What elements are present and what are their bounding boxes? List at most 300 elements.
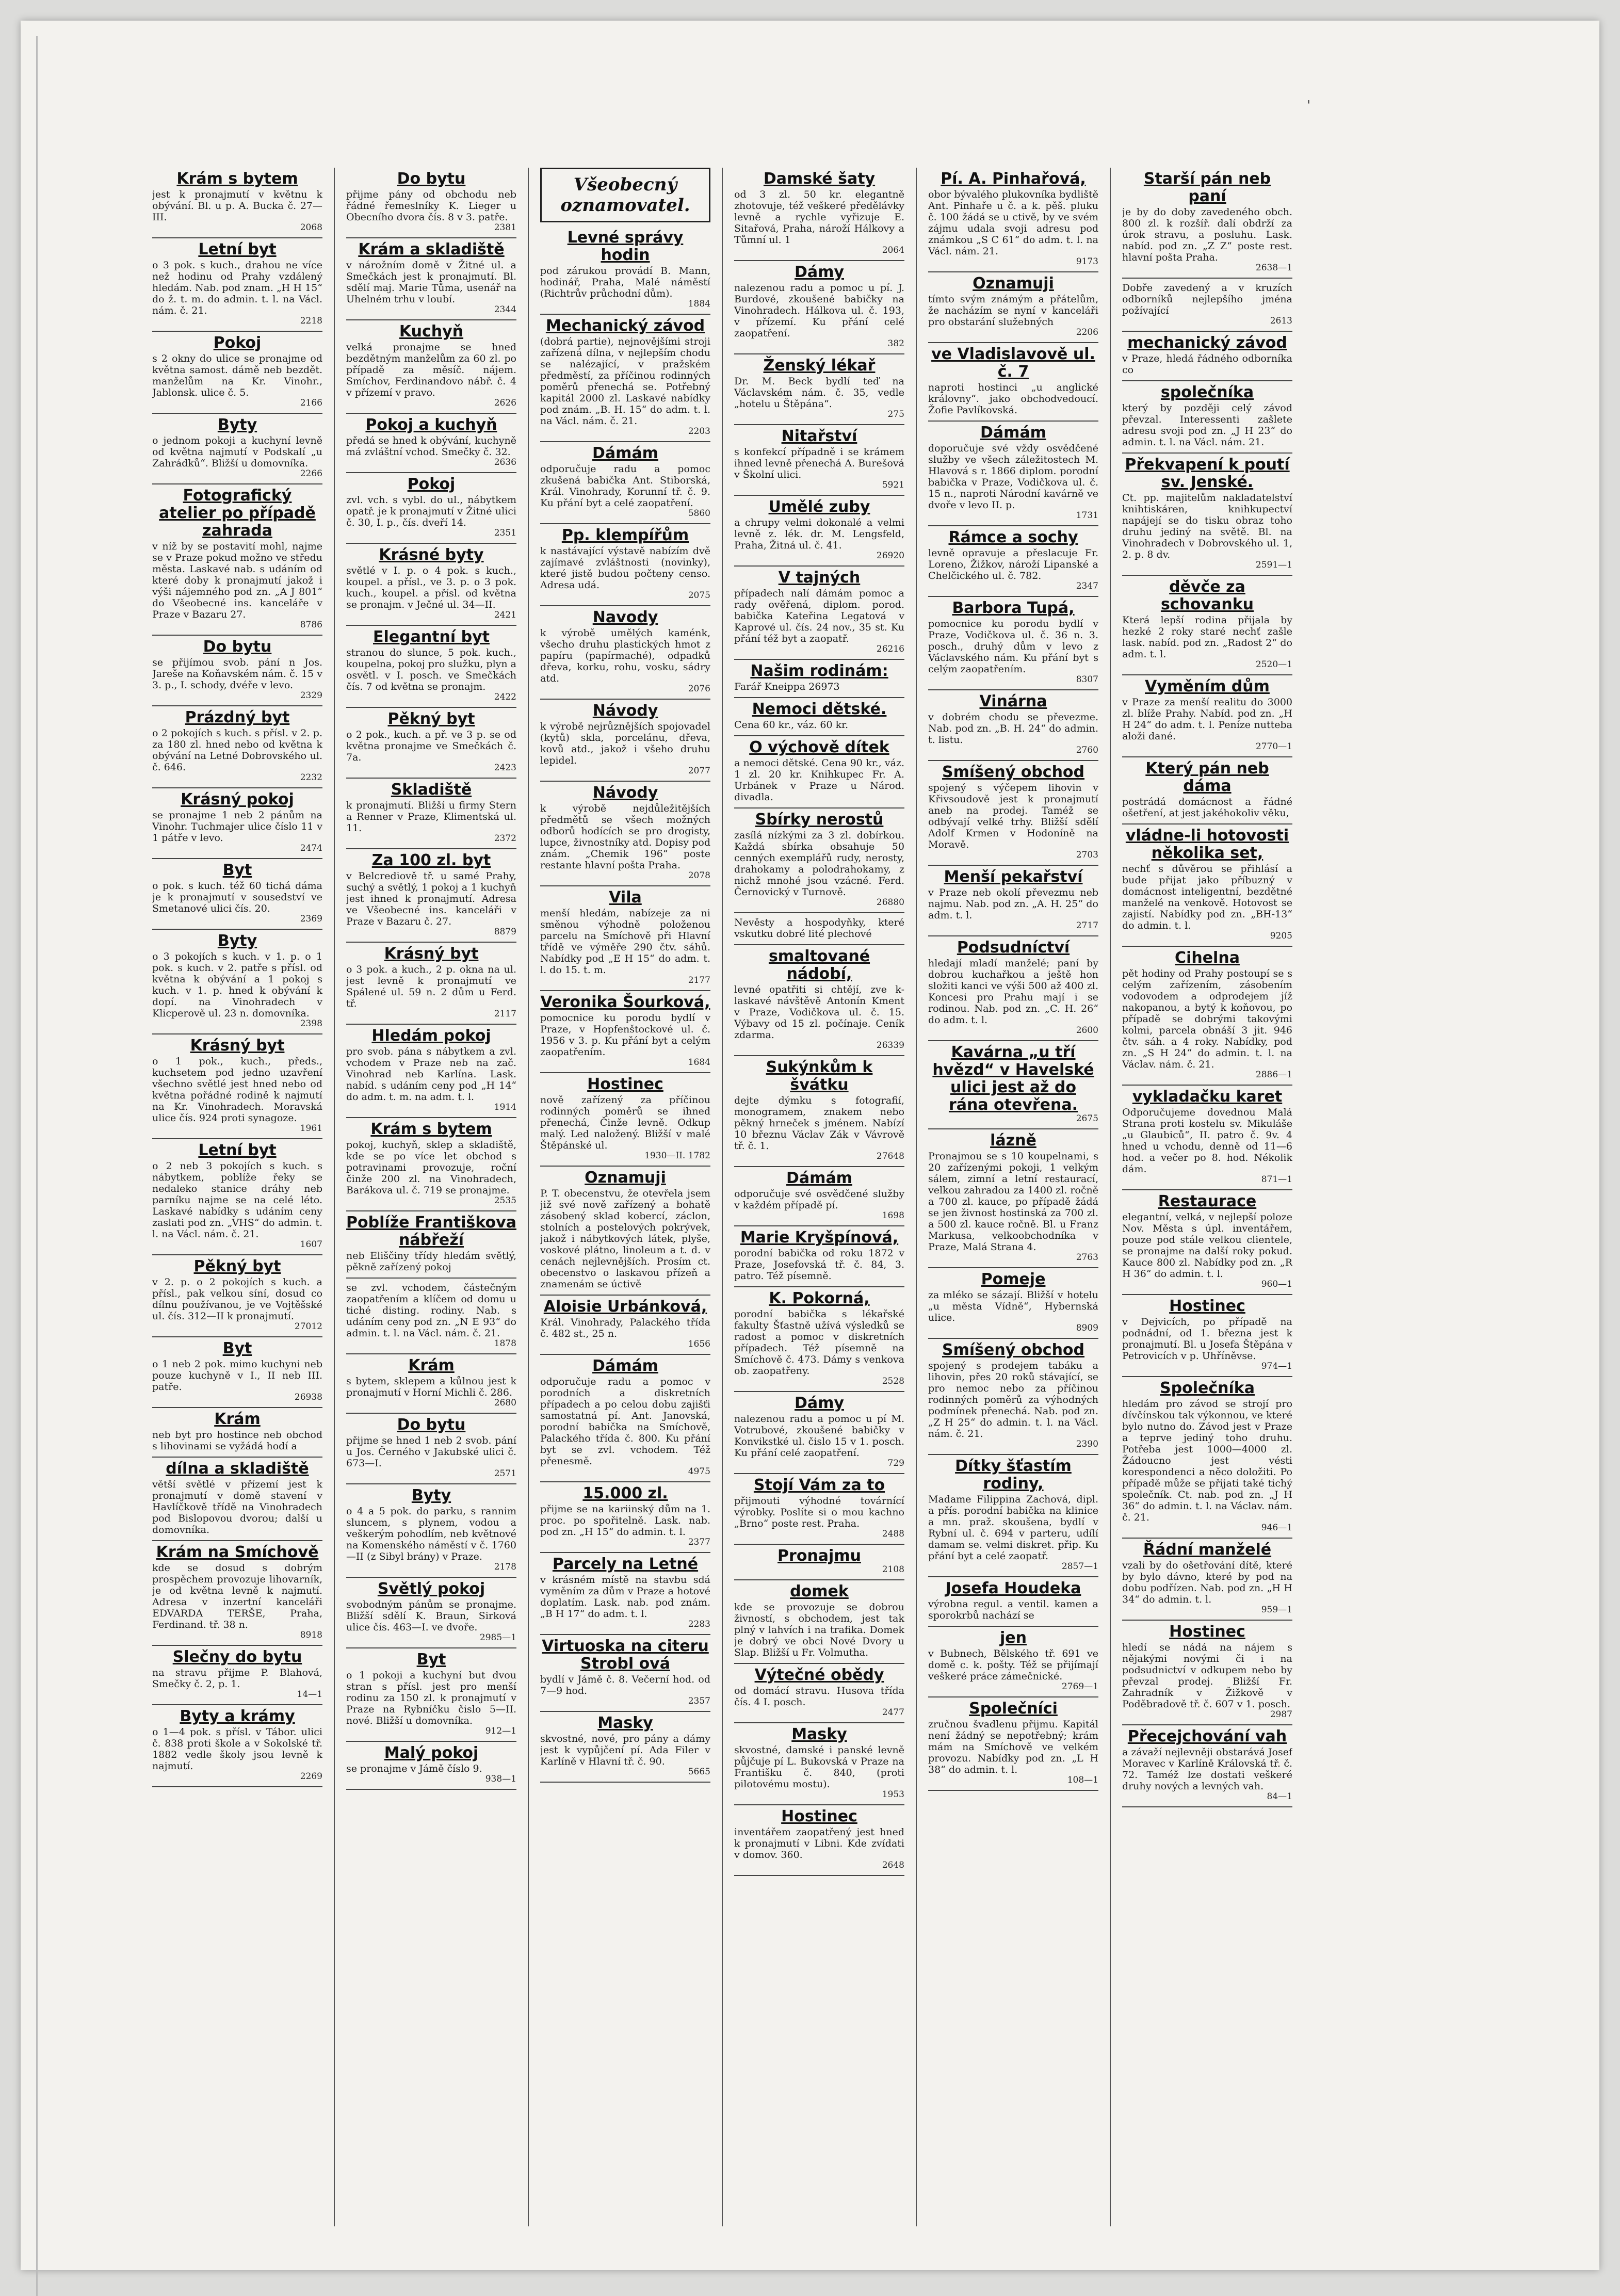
ad-heading: Restaurace [1158,1192,1257,1210]
ad-text: velká pronajme se hned bezdětným manželům za 60 zl. po případě za měsíč. nájem. Smíchov, Ferdinandovo nábř. č. 4 v přízemí v pravo. [346,342,516,398]
ad-number: 2769—1 [1061,1681,1098,1692]
classified-ad [346,238,516,320]
ad-text: levné opatřiti si chtějí, zve k-laskavé návštěvě Antonín Kment v Praze, Vodičkova ul. č. 15. Výbavy od 15 zl. počínaje. Ceník zdarma. [734,984,904,1041]
classified-ad [346,1742,516,1790]
ad-heading: Překvapení k poutí sv. Jenské. [1125,456,1290,491]
ad-text: přijme se na kariinský dům na 1. proc. po spořitelně. Lask. nab. pod zn. „H 15“ do admin. t. l. [540,1503,710,1538]
ad-heading: Našim rodinám: [750,662,888,680]
classified-ad [346,1354,516,1414]
ad-text: světlé v I. p. o 4 pok. s kuch., koupel. a přísl., ve 3. p. o 3 pok. kuch., koupel. a přísl. od května se pronajm. v Ječné ul. 34—II. [346,565,516,610]
classified-ad [1122,1725,1292,1807]
ad-heading: V tajných [778,569,861,587]
classified-ad [928,526,1098,597]
column-rule [528,168,529,2226]
ad-text: se pronajme 1 neb 2 pánům na Vinohr. Tuchmajer ulice číslo 11 v 1 pátře v levo. [152,810,322,844]
ad-number: 2377 [688,1537,710,1547]
classified-ad [152,484,322,636]
ad-text: o 3 pok. s kuch., drahou ne více než hodinu od Prahy vzdálený hledám. Nab. pod znam. „H H 15“ do ž. t. m. do admin. t. l. na Václ. nám. č. 21. [152,260,322,316]
ad-number: 2987 [1270,1709,1292,1720]
ad-heading: Byt [222,1339,252,1357]
ad-text: s konfekcí případně i se krámem ihned levně přenechá A. Burešová v Školní ulici. [734,446,904,480]
ad-heading: Oznamuji [585,1169,666,1187]
ad-text: postrádá domácnost a řádné ošetření, at jest jakéhokoliv věku, [1122,796,1292,819]
classified-ad [346,626,516,708]
classified-ad [540,1296,710,1355]
ad-heading: Návody [592,702,658,720]
ad-number: 2381 [494,222,516,233]
ad-number: 26938 [294,1392,322,1402]
classified-ad [152,332,322,414]
ad-heading: Pronajmu [777,1547,861,1565]
ad-text: dejte dýmku s fotografií, monogramem, znakem nebo pěkný hrneček s jménem. Nabízí 10 březnu Václav Zák v Vávrově tř. č. 1. [734,1095,904,1152]
classified-ad [152,706,322,788]
ad-text: případech nalí dámám pomoc a rady ověřená, diplom. porod. babička Kateřina Legatová v Kaprové ul. čís. 24 nov., 35 st. Ku přání též byt a zaopatř. [734,588,904,644]
ad-heading: Krásné byty [379,546,484,564]
classified-ad [928,761,1098,866]
classified-ad [346,1279,516,1354]
column [1122,168,1292,2226]
ad-number: 2648 [882,1860,904,1870]
ad-text: v nárožním domě v Žitné ul. a Smečkách jest k pronajmutí. Bl. sdělí maj. Marie Tůma, usenář na Uhelném trhu v loubí. [346,260,516,305]
ad-text: Dobře zavedený a v kruzích odborníků nejlepšího jména požívající [1122,282,1292,316]
ad-text: doporučuje své vždy osvědčené služby ve všech záležitostech M. Hlavová s r. 1866 diplom. porodní babička v Praze, Vodičkova ul. č. 15 n., naproti Národní kavárně ve dvoře v levo II. p. [928,443,1098,511]
ad-heading: Přecejchování vah [1127,1727,1287,1745]
column-rule [334,168,335,2226]
ad-heading: Elegantní byt [373,628,490,646]
ad-number: 2626 [494,398,516,408]
ad-heading: Parcely na Letné [552,1555,699,1573]
ad-number: 8879 [494,927,516,937]
ad-text: Pronajmou se s 10 koupelnami, s 20 zařízenými pokoji, 1 velkým sálem, zimní a letní restaurací, velkou zahradou za 1400 zl. ročně a 700 zl. kauce, po případě žádá se jen živnost hostinská za 700 zl. a 500 zl. kauce ročně. Bl. u Franz Markusa, velkoobchodníka v Praze, Malá Strana 4. [928,1151,1098,1253]
ad-text: Odporučujeme dovednou Malá Strana proti kostelu sv. Mikuláše „u Glaubiců“, II. patro č. 9v. 4 hned u vchodu, denně od 11—6 hod. a večer po 8. hod. Nékolik dám. [1122,1107,1292,1175]
ad-heading: Nitařství [781,427,857,445]
classified-ad [152,1337,322,1408]
ad-text: a závaží nejlevněji obstarává Josef Moravec v Karlíně Královská tř. č. 72. Taméž lze dostati veškeré druhy nových a levných vah. [1122,1747,1292,1792]
classified-ad [928,690,1098,761]
ad-heading: Stojí Vám za to [753,1476,885,1494]
ad-text: Ct. pp. majitelům nakladatelství knihtiskáren, knihkupectví napájejí se do tisku obraz toho druhu jediný na světě. Bl. na Vinohradech v Dobrovského ul. 1, 2. p. 8 dv. [1122,492,1292,560]
ad-heading: Aloisie Urbánková, [543,1298,707,1316]
ad-text: v Belcrediově tř. u samé Prahy, suchý a světlý, 1 pokoj a 1 kuchyň jest ihned k pronajmutí. Adresa ve Všeobecné ins. kanceláři v Praze v Bazaru č. 27. [346,870,516,927]
column-rule [916,168,917,2226]
ad-heading: Veronika Šourková, [540,993,710,1011]
ad-heading: Dámám [980,424,1046,442]
ad-heading: Byty [217,932,257,950]
ad-text: se pronajme v Jámě číslo 9. [346,1763,482,1774]
ad-heading: Který pán neb dáma [1145,759,1269,795]
ad-number: 2117 [494,1009,516,1019]
classified-ad [152,788,322,859]
ad-heading: Navody [592,608,658,626]
classified-ad [1122,381,1292,454]
ad-text: a chrupy velmi dokonalé a velmi levně z. lék. dr. M. Lengsfeld, Praha, Žitná ul. č. 41. [734,517,904,551]
ad-heading: Barbora Tupá, [952,599,1075,617]
classified-ad [1122,675,1292,757]
ad-number: 2474 [300,843,322,853]
ad-heading: Hledám pokoj [371,1027,491,1045]
ad-text: Madame Filippina Zachová, dipl. a přís. porodní babička na klinice a mn. praž. skoušena, bydlí v Rybní ul. č. 694 v parteru, udílí damam se. velmi diskret. přip. Ku přání byt a celé zaopatř. [928,1494,1098,1562]
classified-ad [734,1545,904,1580]
ad-text: inventářem zaopatřený jest hned k pronajmutí v Libni. Kde zvídati v domov. 360. [734,1826,904,1861]
classified-ad [346,544,516,626]
ad-number: 2886—1 [1255,1070,1292,1080]
ad-text: hledám pro závod se strojí pro dívčínskou tak výkonnou, ve které bylo nutno do. Závod jest v Praze a teprve jediný toho druhu. Potřeba jest 1000—4000 zl. Žádoucno jest vésti korespondenci a něco doložiti. Po případě může se přijati také tichý společník. Ct. nab. pod zn. „J H 36“ do admin. t. l. na Václav. nám. č. 21. [1122,1398,1292,1523]
ad-heading: Slečny do bytu [172,1648,302,1666]
ad-number: 26920 [876,551,904,561]
ad-number: 2329 [300,690,322,701]
ad-number: 1656 [688,1339,710,1349]
ad-text: (dobrá partie), nejnovějšími stroji zařízená dílna, v nejlepším chodu se nalézající, v pražském předměstí, za příčinou rodinných poměrů přenechá se. Potřebný kapitál 2000 zl. Laskavé nabídky pod znám. „B. H. 15“ do adm. t. l. na Václ. nám. č. 21. [540,336,710,427]
ad-text: o 1 neb 2 pok. mimo kuchyni neb pouze kuchyně v I., II neb III. patře. [152,1359,322,1393]
ad-text: kde se provozuje se dobrou živností, s obchodem, jest tak plný v lahvích i na trafika. Domek je dobrý ve obci Nové Dvory u Slap. Bližší u Fr. Volmutha. [734,1602,904,1658]
ad-text: k pronajmutí. Bližší u firmy Stern a Renner v Praze, Klimentská ul. 11. [346,800,516,834]
ad-heading: Pomeje [981,1270,1046,1288]
ad-heading: vládne-li hotovosti několika set, [1125,827,1289,862]
ad-text: o 1 pok., kuch., předs., kuchsetem pod jedno uzavření všechno světlé jest hned nebo od května pořádné rodině k najmutí na Kr. Vinohradech. Moravská ulice čís. 924 proti synagoze. [152,1056,322,1124]
ad-heading: Řádní manželé [1143,1541,1272,1559]
ad-number: 1878 [494,1338,516,1349]
classified-ad [540,991,710,1073]
classified-ad [734,1287,904,1392]
ad-number: 2218 [300,316,322,326]
ad-heading: Hostinec [1169,1297,1245,1315]
ad-heading: dílna a skladiště [166,1460,309,1478]
ad-text: obor bývalého plukovníka bydliště Ant. Pinhaře u č. a k. pěš. pluku č. 100 žádá se u ctivě, by ve svém zájmu udala svoji adresu pod známkou „S C 61“ do adm. t. l. na Václ. nám. 21. [928,189,1098,257]
classified-ad [540,606,710,700]
ad-heading: Vinárna [979,692,1047,710]
classified-ad [928,1268,1098,1339]
ad-heading: 15.000 zl. [582,1484,668,1502]
classified-ad [346,414,516,473]
ad-number: 4975 [688,1466,710,1477]
ad-number: 2206 [1076,327,1098,337]
ad-number: 2232 [300,772,322,783]
classified-ad [540,1712,710,1783]
ad-heading: Pěkný byt [193,1257,281,1275]
classified-ad [540,1482,710,1553]
classified-ad [346,1484,516,1578]
ad-number: 2266 [300,468,322,479]
classified-ad [928,1041,1098,1129]
ad-heading: Krám s bytem [176,170,298,188]
ad-number: 2351 [494,528,516,538]
ad-number: 2520—1 [1255,659,1292,670]
classified-ad [928,936,1098,1041]
column [540,168,710,2226]
ad-number: 27648 [876,1151,904,1161]
ad-text: zvl. vch. s vybl. do ul., nábytkem opatř. je k pronajmutí v Žitné ulici č. 30, I. p., čís. dveří 14. [346,494,516,528]
classified-ad [1122,1539,1292,1621]
ad-text: Král. Vinohrady, Palackého třída č. 482 st., 25 n. [540,1317,710,1339]
ad-heading: Za 100 zl. byt [371,851,491,869]
ad-number: 1953 [882,1789,904,1800]
classified-ad [1122,1621,1292,1725]
ad-text: nalezenou radu a pomoc u pí M. Votrubové, zkoušené babičky v Konvikstké ul. čislo 15 v 1. posch. Ku přání celé zaopatření. [734,1413,904,1459]
classified-ad [540,1553,710,1635]
ad-heading: Pěkný byt [387,710,475,728]
ad-text: se přijímou svob. pání n Jos. Jareše na Koňavském nám. č. 15 v 3. p., I. schody, dvéře v levo. [152,657,322,691]
ad-heading: Krám na Smíchově [156,1543,319,1561]
ad-text: v krásném místě na stavbu sdá vyměním za dům v Praze a hotové doplatím. Lask. nab. pod znám. „B H 17“ do adm. t. l. [540,1574,710,1620]
ad-text: kde se dosud s dobrým prospěchem provozuje lihovarník, je od května levně k najmutí. Adresa v inzertní kanceláři EDVARDA TERŠE, Praha, Ferdinand. tř. 38 n. [152,1562,322,1630]
classified-ad [346,168,516,238]
classified-ad [928,422,1098,526]
ad-text: s 2 okny do ulice se pronajme od května samost. dámě neb bezdět. manželům na Kr. Vinohr., Jablonsk. ulice č. 5. [152,353,322,398]
ad-number: 912—1 [485,1726,516,1736]
ad-number: 26339 [876,1040,904,1050]
ad-text: nalezenou radu a pomoc u pí. J. Burdové, zkoušené babičky na Vinohradech. Hálkova ul. č. 193, v přízemí. Ku přání celé zaopatření. [734,282,904,339]
ad-heading: Hostinec [781,1807,857,1825]
ad-heading: Fotografický atelier po případě zahrada [159,487,316,540]
ad-number: 2770—1 [1255,741,1292,752]
classified-ad [1122,168,1292,279]
ad-text: pod zárukou provádí B. Mann, hodinář, Praha, Malé náměstí (Richtrův průchodní dům). [540,265,710,299]
ad-heading: Pokoj [407,475,456,493]
ad-heading: Krám [214,1410,261,1428]
ad-text: o 2 neb 3 pokojích s kuch. s nábytkem, poblíže řeky se nedaleko stanice dráhy neb parníku najme se na celé léto. Laskavé nabídky s udáním ceny zaslati pod zn. „VHS“ do admin. t. l. na Václ. nám. č. 21. [152,1160,322,1240]
ad-number: 2423 [494,763,516,773]
classified-ad [734,1805,904,1876]
ad-number: 2390 [1076,1439,1098,1449]
classified-ad [928,1697,1098,1791]
ad-heading: Krásný byt [384,945,479,963]
ad-number: 2068 [300,222,322,233]
ad-heading: Společníci [969,1700,1058,1718]
ad-number: 5860 [688,508,710,519]
ad-text: větší světlé v přízemí jest k pronajmutí v domě stavení v Havlíčkově třídě na Vinohradech pod Bislopovou dvorou; další u domovníka. [152,1479,322,1535]
ad-number: 2703 [1076,850,1098,860]
classified-ad [734,660,904,698]
ad-text: od 3 zl. 50 kr. elegantně zhotovuje, též veškeré předělávky levně a rychle vyřizuje E. Sitařová, Praha, nároží Hálkovy a Tůmní ul. 1 [734,189,904,246]
ad-text: bydlí v Jámě č. 8. Večerní hod. od 7—9 hod. [540,1674,710,1696]
classified-ad [734,1474,904,1545]
ad-text: přijmouti výhodné továrnící výrobky. Poslíte si o mou kachno „Brno“ poste rest. Praha. [734,1495,904,1529]
classified-ad [734,1580,904,1664]
ad-number: 84—1 [1267,1791,1292,1802]
ad-heading: Dítky šťastím rodiny, [955,1457,1072,1493]
ad-number: 2398 [300,1018,322,1029]
ad-text: k výrobě nejrůznějších spojovadel (kytů) skla, porcelánu, dřeva, kovů atd., jakož i všeho druhu lepidel. [540,721,710,766]
classified-ad [1122,1190,1292,1295]
ad-text: nově zařízený za příčinou rodinných poměrů se ihned přenechá, Činže levně. Odkup malý. Led naložený. Bližší v malé Štěpánské ul. [540,1094,710,1151]
classified-ad [152,414,322,484]
classified-ad [734,1167,904,1226]
ad-text: pět hodiny od Prahy postoupí se s celým zařízením, zásobením vodovodem a odprodejem jíž nakopanou, a bytý k koňovou, po případě se dobrými takovými kolmi, parcela obnáší 3 jit. 946 čtv. sáh. a 4 roky. Nabídky, pod zn. „S H 24“ do admin. t. l. na Václav. nám. č. 21. [1122,968,1292,1070]
classified-ad [734,567,904,660]
ad-number: 2675 [1076,1113,1098,1124]
classified-ad [928,1455,1098,1577]
ad-number: 2591—1 [1255,560,1292,570]
ad-number: 2372 [494,833,516,844]
ad-heading: Marie Kryšpínová, [740,1228,899,1247]
classified-ad [734,168,904,261]
ad-number: 5665 [688,1767,710,1777]
ad-text: stranou do slunce, 5 pok. kuch., koupelna, pokoj pro služku, plyn a osvětl. v I. posch. ve Smečkách čís. 7 od května se pronajm. [346,647,516,692]
ad-heading: Dámám [786,1169,852,1187]
ad-text: v Praze, hledá řádného odborníka co [1122,353,1292,376]
column-rule [1110,168,1111,2226]
ad-heading: Do bytu [397,170,466,188]
page-edge [36,36,38,2296]
column [928,168,1098,2226]
ad-number: 974—1 [1261,1361,1292,1371]
classified-ad [734,1664,904,1723]
ad-number: 960—1 [1261,1279,1292,1289]
classified-ad [928,343,1098,422]
ad-heading: Sukýnkům k švátku [766,1058,873,1094]
ad-text: zasílá nízkými za 3 zl. dobírkou. Každá sbírka obsahuje 50 cenných exemplářů rudy, nerosty, drahokamy a polodrahokamy, z nichž mnohé jsou vzácné. Ferd. Černovický v Turnově. [734,830,904,898]
ad-heading: Levné správy hodin [567,229,684,264]
ad-text: pomocnice ku porodu bydlí v Praze, v Hopfenštockové ul. č. 1956 v 3. p. Ku přání byt a celým zaopatřením. [540,1012,710,1058]
ad-text: se zvl. vchodem, částečným zaopatřením a klíčem od domu u tiché disting. rodiny. Nab. s udáním ceny pod zn. „N E 93“ do admin. t. l. na Václ. nám. č. 21. [346,1282,516,1339]
ad-heading: K. Pokorná, [769,1289,870,1307]
ad-text: svobodným pánům se pronajme. Bližší sdělí K. Braun, Sirková ulice čís. 463—I. ve dvoře. [346,1599,516,1633]
ad-number: 946—1 [1261,1523,1292,1533]
ad-heading: Návody [592,784,658,802]
ad-heading: Krásný pokoj [181,790,294,809]
ad-number: 2760 [1076,745,1098,755]
ad-text: pro svob. pána s nábytkem a zvl. vchodem v Praze neb na zač. Vinohrad neb Karlína. Lask. nabíd. s udáním ceny pod „H 14“ do adm. t. m. na adm. t. l. [346,1046,516,1103]
ad-number: 2177 [688,975,710,985]
classified-ad [346,1648,516,1742]
classified-ad [540,1355,710,1482]
classified-ad [540,227,710,315]
ad-heading: Ženský lékař [763,357,876,375]
ad-heading: Do bytu [203,638,272,656]
ad-heading: Krám s bytem [370,1120,492,1138]
ad-heading: Krám [408,1356,455,1375]
ad-text: na stravu přijme P. Blahová, Smečky č. 2, p. 1. [152,1667,322,1690]
ad-heading: Dámám [592,444,658,462]
classified-ad [540,782,710,886]
ad-heading: smaltované nádobí, [768,947,870,983]
ad-text: skvostné, nové, pro pány a dámy jest k vypůjčení pí. Ada Filer v Karlíně v Hlavní tř. č. 90. [540,1733,710,1767]
ad-heading: vykladačku karet [1132,1088,1283,1106]
ad-number: 1731 [1076,510,1098,521]
ad-heading: Starší pán neb paní [1143,170,1271,205]
classified-ad [152,1034,322,1139]
classified-ad [734,698,904,736]
ad-text: pokoj, kuchyň, sklep a skladiště, kde se po více let obchod s potravinami provozuje, roční činže 200 zl. na Vinohradech, Barákova ul. č. 719 se pronajme. [346,1139,516,1196]
ad-text: Dr. M. Beck bydlí teď na Václavském nám. č. 35, vedle „hotelu u Štěpána“. [734,376,904,410]
ad-heading: Letní byt [198,240,277,258]
ad-text: o pok. s kuch. též 60 tichá dáma je k pronajmutí v sousedství ve Smetanové ulici čís. 20. [152,880,322,914]
ad-heading: Dámám [592,1357,658,1375]
ad-heading: Sbírky nerostů [755,811,884,829]
ad-number: 14—1 [297,1689,322,1700]
classified-ad [1122,576,1292,675]
classified-ad [540,700,710,782]
ad-number: 2421 [494,610,516,620]
ad-number: 1607 [300,1239,322,1250]
ad-heading: Pí. A. Pinhařová, [941,170,1086,188]
ad-number: 2528 [882,1376,904,1386]
ad-number: 2477 [882,1707,904,1718]
newspaper-page [21,21,1599,2270]
classified-ad [540,1167,710,1296]
ad-text: Cena 60 kr., váz. 60 kr. [734,719,849,731]
ad-text: Která lepší rodina přijala by hezké 2 roky staré nechť zašle lask. nabíd. pod zn. „Radost 2“ do adm. t. l. [1122,615,1292,660]
ad-number: 108—1 [1067,1775,1098,1785]
classified-ad [734,496,904,567]
ad-number: 2344 [494,304,516,315]
ad-heading: Byty [217,416,257,434]
ad-text: k nastávající výstavě nabízím dvě zajímavé zvláštnosti (novinky), které jistě budou počteny censo. Adresa udá. [540,545,710,591]
ad-heading: Virtuoska na citeru Strobl ová [542,1637,709,1673]
ad-heading: Menší pekařství [944,868,1083,886]
ad-number: 959—1 [1261,1605,1292,1615]
classified-ad [346,849,516,943]
ad-heading: Umělé zuby [768,498,870,516]
ad-text: neb byt pro hostince neb obchod s lihovinami se vyžádá hodí a [152,1429,322,1452]
ad-number: 27012 [294,1321,322,1332]
ad-heading: lázně [990,1131,1036,1150]
classified-ad [1122,454,1292,576]
classified-ad [928,272,1098,343]
ad-text: je by do doby zavedeného obch. 800 zl. k rozšíř. dalí obdrží za úrok stravu, a posluhu. Lask. nabíd. pod zn. „Z Z“ poste rest. hlavní pošta Praha. [1122,206,1292,263]
column-rule [722,168,723,2226]
ad-number: 2166 [300,398,322,408]
ad-text: odporučuje radu a pomoc v porodních a diskretních případech a po celou dobu zajišťi samostatná pí. Ant. Janovská, porodní babička na Smíchově, Palackého třída č. 800. Ku přání byt se zvl. vchodem. Též přenesmě. [540,1376,710,1467]
ad-heading: Byty [411,1486,451,1505]
ad-text: tímto svým známým a přátelům, že nacházím se nyní v kanceláři pro obstarání služebných [928,294,1098,328]
ad-heading: O výchově dítek [749,738,889,756]
ad-text: přijme se hned 1 neb 2 svob. pání u Jos. Černého v Jakubské ulici č. 673—I. [346,1435,516,1469]
ad-heading: Oznamuji [973,274,1054,293]
classified-ad [346,473,516,544]
classified-ad [540,524,710,606]
ad-text: v níž by se postavití mohl, najme se v Praze pokud možno ve středu města. Laskavé nab. s udáním od které doby k pronajmutí jakož i výši nájemného pod zn. „A J 801“ do Všeobecné ins. kanceláře v Praze v Bazaru 27. [152,541,322,620]
ad-number: 8307 [1076,674,1098,685]
ad-number: 275 [887,409,904,419]
ad-number: 9173 [1076,256,1098,267]
classified-ad [540,1635,710,1712]
ad-number: 2636 [494,457,516,467]
ad-heading: Poblíže Františkova nábřeží [346,1214,516,1249]
ad-number: 2985—1 [479,1632,516,1643]
ad-text: jest k pronajmutí v květnu k obývání. Bl. u p. A. Bucka č. 27—III. [152,189,322,223]
ad-text: porodní babička s lékařské fakulty Šťastně užívá výsledků se radost a pomoc v diskretních případech. Též písemně na Smíchově č. 473. Dámy s venkova ob. zaopatřeny. [734,1308,904,1377]
ad-number: 2613 [1270,316,1292,326]
classified-ad [734,261,904,354]
ad-number: 2078 [688,870,710,881]
classified-ad [152,1255,322,1337]
ad-text: o jednom pokoji a kuchyní levně od května najmutí v Podskalí „u Zahrádků“. Bližší u domovníka. [152,435,322,469]
classified-ad [734,425,904,496]
classified-ad [346,1211,516,1279]
ad-number: 938—1 [485,1774,516,1784]
ad-heading: Pokoj [213,334,262,352]
ad-number: 5921 [882,480,904,490]
ad-number: 2763 [1076,1252,1098,1263]
ad-heading: Byt [222,861,252,879]
ad-number: 729 [887,1458,904,1468]
ad-text: a nemoci dětské. Cena 90 kr., váz. 1 zl. 20 kr. Knihkupec Fr. A. Urbánek v Praze u Národ. divadla. [734,757,904,803]
ad-heading: Kuchyň [399,322,464,341]
ad-number: 2283 [688,1619,710,1629]
ad-text: výrobna regul. a ventil. kamen a sporokrbů nachází se [928,1598,1098,1621]
classified-ad [346,1414,516,1484]
ad-text: odporučuje své osvědčené služby v každém případě pí. [734,1188,904,1211]
classified-ad [540,315,710,442]
ad-number: 1961 [300,1123,322,1134]
ad-text: hledají mladí manželé; paní by dobrou kuchařkou a ještě hon složiti kanci ve výši 500 až 400 zl. Koncesi pro Prahu mají i se rodinou. Nab. pod zn. „C. H. 26“ do adm. t. l. [928,958,1098,1026]
classified-ad [540,442,710,524]
column [346,168,516,2226]
ad-heading: Výtečné obědy [754,1666,884,1684]
ad-number: 1684 [688,1057,710,1068]
classified-ad [346,943,516,1025]
